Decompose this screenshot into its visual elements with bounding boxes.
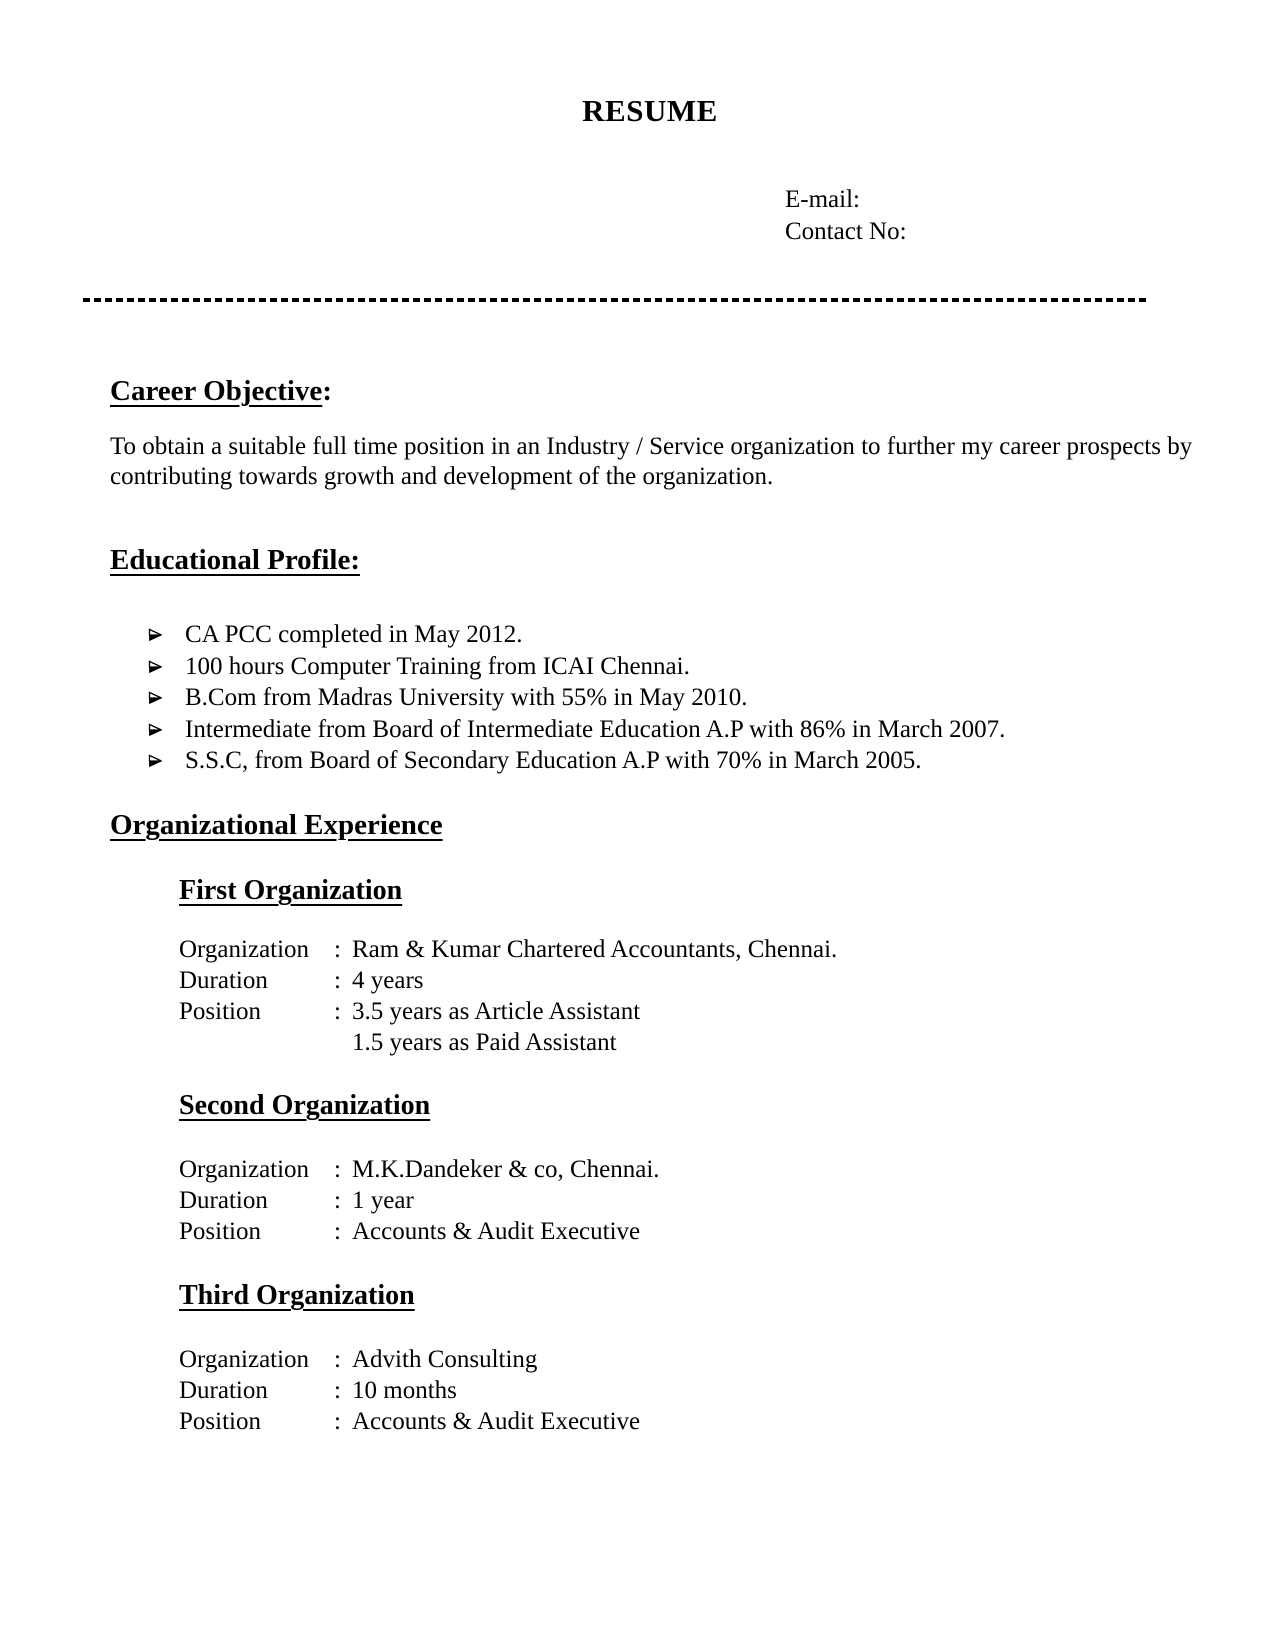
organizational-experience-heading [110,809,443,842]
row-value [352,996,1039,1058]
education-list [148,619,1005,777]
row-separator: : [334,1218,341,1245]
row-label: Duration [179,967,268,994]
arrow-bullet-icon [148,745,185,769]
row-separator: : [334,1187,341,1214]
organizational-experience-heading-text: Organizational Experience [110,809,443,841]
career-objective-heading [110,375,332,408]
list-item-text: 100 hours Computer Training from ICAI Chennai. [185,652,690,680]
row-separator: : [334,936,341,963]
list-item-text: B.Com from Madras University with 55% in May 2010. [185,684,748,711]
contact-no-label: Contact No: [785,217,907,245]
list-item-text: CA PCC completed in May 2012. [185,621,523,648]
arrow-bullet-icon [148,651,185,675]
row-separator: : [334,998,341,1025]
row-separator: : [334,967,341,994]
second-organization-heading-text: Second Organization [179,1090,431,1121]
row-value: Accounts & Audit Executive [352,1408,641,1435]
list-item-text: S.S.C, from Board of Secondary Education A.P with 70% in March 2005. [185,747,922,774]
list-item [148,619,1005,651]
arrow-bullet-icon [148,619,185,643]
row-value: 10 months [352,1377,457,1404]
row-label: Organization [179,1156,310,1183]
third-organization-details [179,1344,1039,1437]
career-objective-heading-colon: : [322,375,332,407]
career-objective-heading-text: Career Objective [110,375,323,407]
row-value-line2: 1.5 years as Paid Assistant [352,1029,617,1056]
row-separator: : [334,1408,341,1435]
row-label: Position [179,1218,261,1245]
row-value: Ram & Kumar Chartered Accountants, Chennai. [352,936,838,963]
dashed-divider [83,298,1148,302]
document-title: RESUME [582,93,718,128]
educational-profile-heading [110,544,360,577]
first-organization-heading-text: First Organization [179,875,403,906]
list-item-text: Intermediate from Board of Intermediate Education A.P with 86% in March 2007. [185,715,1006,743]
educational-profile-heading-text: Educational Profile: [110,544,360,576]
row-value: 4 years [352,967,424,994]
row-separator: : [334,1377,341,1404]
row-value-line1: 3.5 years as Article Assistant [352,998,641,1025]
row-label: Position [179,998,261,1025]
third-organization-heading-text: Third Organization [179,1280,415,1311]
list-item [148,714,1005,746]
arrow-bullet-icon [148,682,185,706]
list-item [148,745,1005,777]
list-item [148,651,1005,683]
second-organization-details [179,1154,1039,1247]
first-organization-details [179,934,1039,1058]
first-organization-heading [179,875,402,907]
row-value: Accounts & Audit Executive [352,1218,641,1245]
row-separator: : [334,1346,341,1373]
second-organization-heading [179,1090,430,1122]
row-label: Organization [179,1346,310,1373]
row-value: Advith Consulting [352,1346,538,1373]
row-label: Duration [179,1377,268,1404]
row-value: M.K.Dandeker & co, Chennai. [352,1156,660,1183]
row-label: Position [179,1408,261,1435]
contact-block [785,184,907,247]
row-label: Duration [179,1187,268,1214]
email-label: E-mail: [785,186,860,213]
row-separator: : [334,1156,341,1183]
career-objective-text: To obtain a suitable full time position in an Industry / Service organization to further my career prospects by contributing towards growth and development of the organization. [110,433,1193,490]
row-value: 1 year [352,1187,414,1214]
arrow-bullet-icon [148,714,185,738]
list-item [148,682,1005,714]
third-organization-heading [179,1280,415,1312]
row-label: Organization [179,936,310,963]
